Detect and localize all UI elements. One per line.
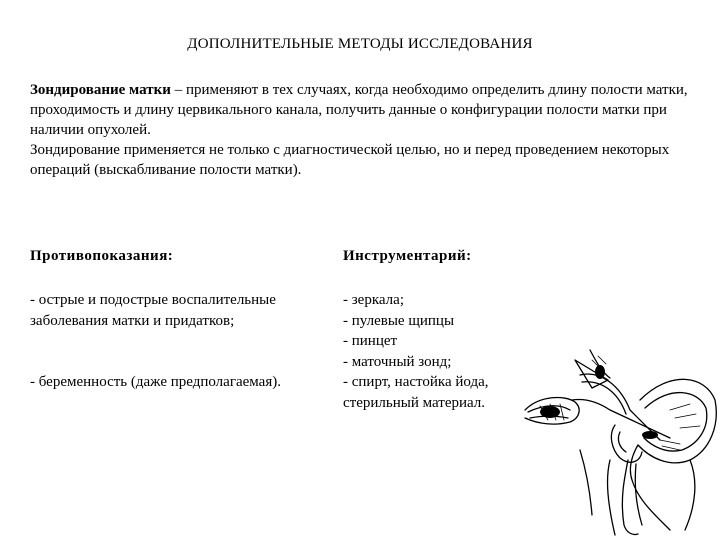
intro-paragraph-2: Зондирование применяется не только с диагностической целью, но и перед проведением некоторых операций (выскабливание полости матки). <box>30 142 670 178</box>
intro-paragraph-1 <box>30 80 695 140</box>
contraindication-item: - беременность (даже предполагаемая). <box>30 374 281 390</box>
intro-text <box>30 80 695 180</box>
instrument-item: - пулевые щипцы <box>343 312 455 329</box>
uterine-sounding-illustration-icon <box>520 340 720 540</box>
intro-term: Зондирование матки <box>30 82 171 98</box>
contraindication-item: - острые и подострые воспалительные заболевания матки и придатков; <box>30 292 276 329</box>
intro-paragraph-1-text: – применяют в тех случаях, когда необходимо определить длину полости матки, проходимость и длину цервикального канала, получить данные о конфигурации полости матки при наличии опухолей. <box>30 82 688 138</box>
contraindications-list <box>30 290 320 393</box>
instruments-heading: Инструментарий: <box>343 248 472 264</box>
instrument-item: - спирт, настойка йода, стерильный материал. <box>343 374 489 411</box>
page-title: ДОПОЛНИТЕЛЬНЫЕ МЕТОДЫ ИССЛЕДОВАНИЯ <box>187 36 533 52</box>
instrument-item: - маточный зонд; <box>343 353 452 370</box>
instrument-item: - зеркала; <box>343 292 404 308</box>
contraindications-heading: Противопоказания: <box>30 248 174 264</box>
instrument-item: - пинцет <box>343 333 398 349</box>
instruments-list <box>343 290 543 413</box>
